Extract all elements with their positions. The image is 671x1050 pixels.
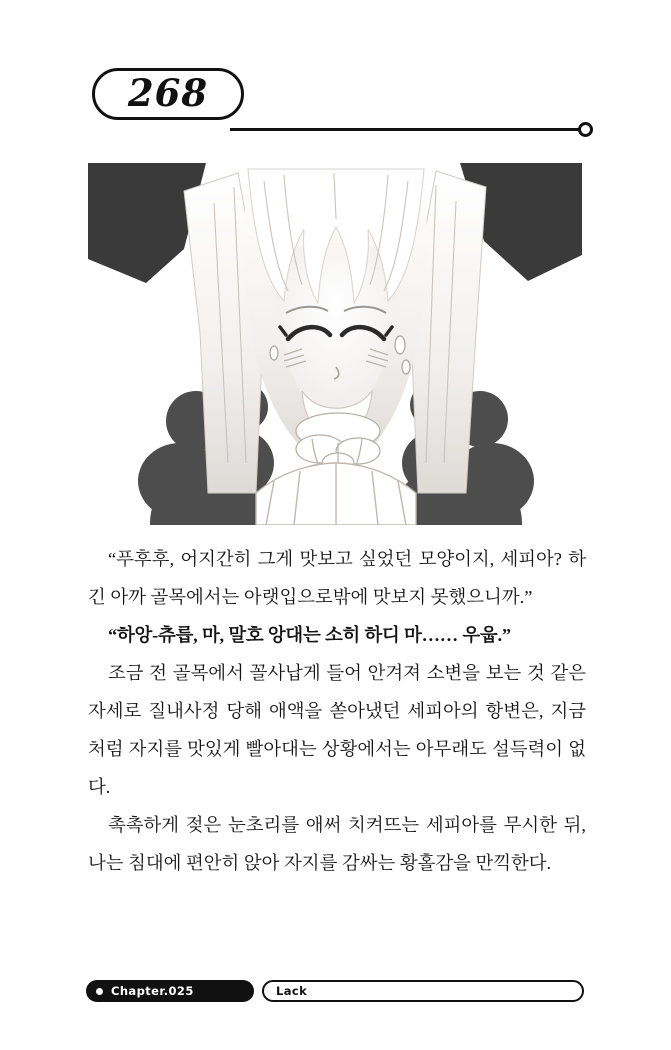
header-dot-icon [578, 122, 593, 137]
page-number: 268 [127, 71, 209, 115]
illustration-panel [88, 163, 582, 525]
page-number-badge [92, 68, 244, 120]
page-body [88, 540, 586, 882]
paragraph: 촉촉하게 젖은 눈초리를 애써 치켜뜨는 세피아를 무시한 뒤, 나는 침대에 편안히 앉아 자지를 감싸는 황홀감을 만끽한다. [88, 815, 586, 873]
header-rule [230, 128, 580, 131]
paragraph: “푸후후, 어지간히 그게 맛보고 싶었던 모양이지, 세피아? 하긴 아까 골목에서는 아랫입으로밖에 맛보지 못했으니까.” [88, 549, 586, 607]
page-header [0, 68, 671, 138]
paragraph-emphasis: “하앙-츄릅, 마, 말호 앙대는 소히 하디 마…… 우웁.” [108, 625, 511, 645]
author-badge [262, 980, 584, 1002]
page-footer [0, 980, 671, 1010]
bullet-dot-icon [96, 988, 103, 995]
author-label: Lack [276, 984, 308, 998]
chapter-label: Chapter.025 [111, 984, 194, 998]
chapter-badge [86, 980, 254, 1002]
paragraph: 조금 전 골목에서 꼴사납게 들어 안겨져 소변을 보는 것 같은 자세로 질내사정 당해 애액을 쏟아냈던 세피아의 항변은, 지금처럼 자지를 맛있게 빨아대는 상황에서는 아무래도 설득력이 없다. [88, 663, 586, 797]
